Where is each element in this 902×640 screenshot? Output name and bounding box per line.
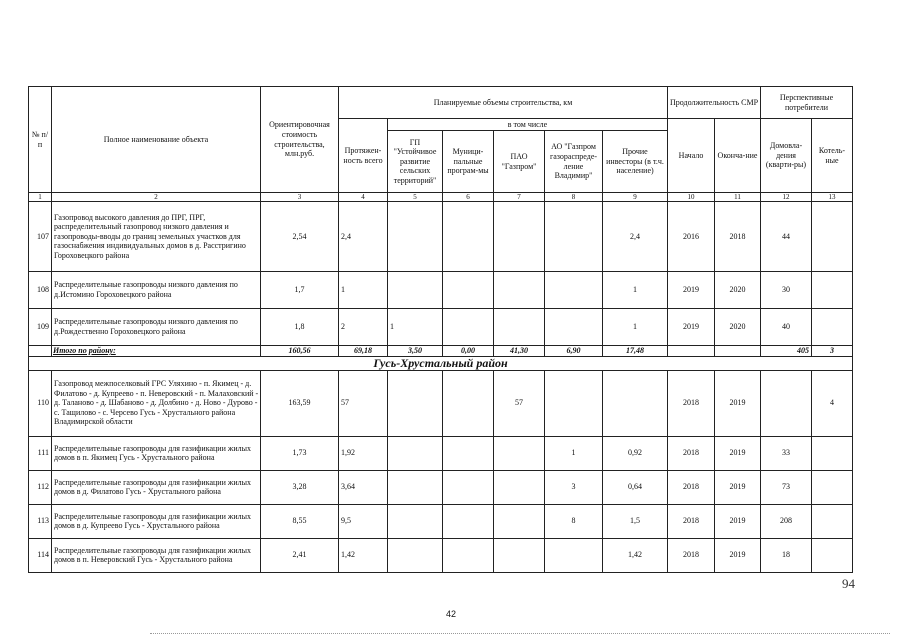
cell-other: 1,42: [603, 538, 668, 572]
column-number-cell: 13: [812, 193, 853, 202]
cell-cost: 1,7: [261, 272, 339, 309]
cell-start: 2019: [668, 309, 715, 346]
cell-ao: [545, 272, 603, 309]
total-label: Итого по району:: [52, 346, 261, 357]
total-other: 17,48: [603, 346, 668, 357]
cell-n: 108: [29, 272, 52, 309]
cell-cost: 1,8: [261, 309, 339, 346]
table-row: [29, 309, 853, 346]
total-spacer: [29, 346, 52, 357]
cell-pao: [494, 436, 545, 470]
header-cost: Ориентировочная стоимость строительства, млн.руб.: [261, 87, 339, 193]
gas-pipeline-table: [28, 86, 853, 573]
cell-houses: [761, 370, 812, 436]
cell-ao: [545, 202, 603, 272]
cell-name: Распределительные газопроводы для газификации жилых домов в п. Неверовский Гусь - Хрустального района: [52, 538, 261, 572]
cell-pao: [494, 309, 545, 346]
cell-ao: [545, 370, 603, 436]
total-cost: 160,56: [261, 346, 339, 357]
cell-len: 1,42: [339, 538, 388, 572]
cell-houses: 30: [761, 272, 812, 309]
total-len: 69,18: [339, 346, 388, 357]
cell-gp: 1: [388, 309, 443, 346]
cell-end: 2019: [715, 470, 761, 504]
cell-ao: 8: [545, 504, 603, 538]
cell-muni: [443, 538, 494, 572]
cell-end: 2020: [715, 272, 761, 309]
header-ao: АО "Газпром газораспреде-ление Владимир": [545, 131, 603, 193]
cell-n: 107: [29, 202, 52, 272]
page-number: 42: [445, 609, 456, 619]
cell-cost: 2,41: [261, 538, 339, 572]
cell-end: 2018: [715, 202, 761, 272]
cell-boilers: 4: [812, 370, 853, 436]
column-number-cell: 12: [761, 193, 812, 202]
total-muni: 0,00: [443, 346, 494, 357]
cell-len: 2,4: [339, 202, 388, 272]
cell-start: 2018: [668, 436, 715, 470]
header-houses: Домовла-дения (кварти-ры): [761, 119, 812, 193]
cell-end: 2020: [715, 309, 761, 346]
cell-n: 113: [29, 504, 52, 538]
cell-houses: 33: [761, 436, 812, 470]
cell-name: Распределительные газопроводы низкого давления по д.Рождественно Гороховецкого района: [52, 309, 261, 346]
column-number-cell: 5: [388, 193, 443, 202]
cell-muni: [443, 202, 494, 272]
cell-gp: [388, 470, 443, 504]
cell-boilers: [812, 436, 853, 470]
cell-n: 114: [29, 538, 52, 572]
column-number-cell: 11: [715, 193, 761, 202]
cell-name: Распределительные газопроводы для газификации жилых домов в п. Якимец Гусь - Хрустального района: [52, 436, 261, 470]
cell-boilers: [812, 538, 853, 572]
cell-ao: 3: [545, 470, 603, 504]
column-number-cell: 2: [52, 193, 261, 202]
cell-n: 109: [29, 309, 52, 346]
cell-muni: [443, 436, 494, 470]
cell-n: 111: [29, 436, 52, 470]
cell-pao: [494, 504, 545, 538]
cell-start: 2018: [668, 370, 715, 436]
table-row: [29, 272, 853, 309]
cell-name: Распределительные газопроводы для газификации жилых домов в д. Филатово Гусь - Хрустального района: [52, 470, 261, 504]
cell-houses: 40: [761, 309, 812, 346]
header-planned: Планируемые объемы строительства, км: [339, 87, 668, 119]
cell-boilers: [812, 504, 853, 538]
total-houses: 405: [761, 346, 812, 357]
column-numbers-row: [29, 193, 853, 202]
column-number-cell: 10: [668, 193, 715, 202]
region-title: Гусь-Хрустальный район: [29, 356, 853, 370]
table-row: [29, 202, 853, 272]
cell-pao: [494, 202, 545, 272]
cell-ao: [545, 538, 603, 572]
table-row: [29, 436, 853, 470]
column-number-cell: 4: [339, 193, 388, 202]
cell-pao: [494, 470, 545, 504]
cell-boilers: [812, 272, 853, 309]
cell-houses: 18: [761, 538, 812, 572]
cell-gp: [388, 370, 443, 436]
cell-cost: 2,54: [261, 202, 339, 272]
total-start: [668, 346, 715, 357]
handwritten-page-number: 94: [842, 576, 855, 591]
cell-pao: [494, 272, 545, 309]
cell-houses: 73: [761, 470, 812, 504]
cell-muni: [443, 309, 494, 346]
header-gp: ГП "Устойчивое развитие сельских территорий": [388, 131, 443, 193]
cell-other: [603, 370, 668, 436]
cell-other: 1,5: [603, 504, 668, 538]
cell-muni: [443, 504, 494, 538]
cell-len: 1: [339, 272, 388, 309]
header-muni: Муници-пальные програм-мы: [443, 131, 494, 193]
cell-muni: [443, 370, 494, 436]
cell-pao: [494, 538, 545, 572]
column-number-cell: 1: [29, 193, 52, 202]
bottom-dotted-line: [150, 633, 890, 634]
total-boilers: 3: [812, 346, 853, 357]
cell-cost: 1,73: [261, 436, 339, 470]
cell-pao: 57: [494, 370, 545, 436]
cell-name: Газопровод межпоселковый ГРС Уляхино - п. Якимец - д. Филатово - д. Купреево - п. Неверовский - п. Малаховский - д. Таланово - д. Шабаново - д. Долбино - д. Ново - Дурово - с. Тащилово - с. Черсево Гусь - Хрустального района Владимирской области: [52, 370, 261, 436]
cell-boilers: [812, 470, 853, 504]
total-row: [29, 346, 853, 357]
cell-name: Распределительные газопроводы для газификации жилых домов в д. Купреево Гусь - Хрустального района: [52, 504, 261, 538]
cell-len: 9,5: [339, 504, 388, 538]
table-row: [29, 470, 853, 504]
cell-start: 2016: [668, 202, 715, 272]
cell-end: 2019: [715, 436, 761, 470]
cell-name: Распределительные газопроводы низкого давления по д.Истомино Гороховецкого района: [52, 272, 261, 309]
cell-name: Газопровод высокого давления до ПРГ, ПРГ, распределительный газопровод низкого давления и газопроводы-вводы до границ земельных участков для газоснабжения индивидуальных домов в д. Расстригино Гороховецкого района: [52, 202, 261, 272]
cell-gp: [388, 202, 443, 272]
table-row: [29, 370, 853, 436]
header-end: Оконча-ние: [715, 119, 761, 193]
cell-len: 1,92: [339, 436, 388, 470]
cell-n: 112: [29, 470, 52, 504]
total-gp: 3,50: [388, 346, 443, 357]
cell-gp: [388, 538, 443, 572]
cell-cost: 3,28: [261, 470, 339, 504]
total-ao: 6,90: [545, 346, 603, 357]
header-duration: Продолжительность СМР: [668, 87, 761, 119]
column-number-cell: 9: [603, 193, 668, 202]
header-incl: в том числе: [388, 119, 668, 131]
cell-len: 57: [339, 370, 388, 436]
cell-other: 1: [603, 272, 668, 309]
column-number-cell: 3: [261, 193, 339, 202]
cell-start: 2019: [668, 272, 715, 309]
cell-end: 2019: [715, 370, 761, 436]
cell-end: 2019: [715, 538, 761, 572]
cell-boilers: [812, 202, 853, 272]
table-row: [29, 538, 853, 572]
total-pao: 41,30: [494, 346, 545, 357]
cell-houses: 208: [761, 504, 812, 538]
column-number-cell: 8: [545, 193, 603, 202]
cell-cost: 163,59: [261, 370, 339, 436]
cell-boilers: [812, 309, 853, 346]
cell-ao: [545, 309, 603, 346]
cell-gp: [388, 436, 443, 470]
header-pao: ПАО "Газпром": [494, 131, 545, 193]
cell-muni: [443, 470, 494, 504]
cell-other: 2,4: [603, 202, 668, 272]
header-other: Прочие инвесторы (в т.ч. население): [603, 131, 668, 193]
total-end: [715, 346, 761, 357]
header-consumers: Перспективные потребители: [761, 87, 853, 119]
table-row: [29, 504, 853, 538]
cell-other: 0,64: [603, 470, 668, 504]
cell-muni: [443, 272, 494, 309]
region-row: [29, 356, 853, 370]
cell-len: 2: [339, 309, 388, 346]
cell-other: 0,92: [603, 436, 668, 470]
cell-start: 2018: [668, 538, 715, 572]
header-boilers: Котель-ные: [812, 119, 853, 193]
cell-n: 110: [29, 370, 52, 436]
cell-gp: [388, 272, 443, 309]
cell-gp: [388, 504, 443, 538]
cell-ao: 1: [545, 436, 603, 470]
cell-cost: 8,55: [261, 504, 339, 538]
cell-houses: 44: [761, 202, 812, 272]
cell-start: 2018: [668, 504, 715, 538]
header-length: Протяжен-ность всего: [339, 119, 388, 193]
cell-end: 2019: [715, 504, 761, 538]
cell-other: 1: [603, 309, 668, 346]
column-number-cell: 7: [494, 193, 545, 202]
header-name: Полное наименование объекта: [52, 87, 261, 193]
column-number-cell: 6: [443, 193, 494, 202]
cell-start: 2018: [668, 470, 715, 504]
header-num: № п/п: [29, 87, 52, 193]
header-start: Начало: [668, 119, 715, 193]
cell-len: 3,64: [339, 470, 388, 504]
